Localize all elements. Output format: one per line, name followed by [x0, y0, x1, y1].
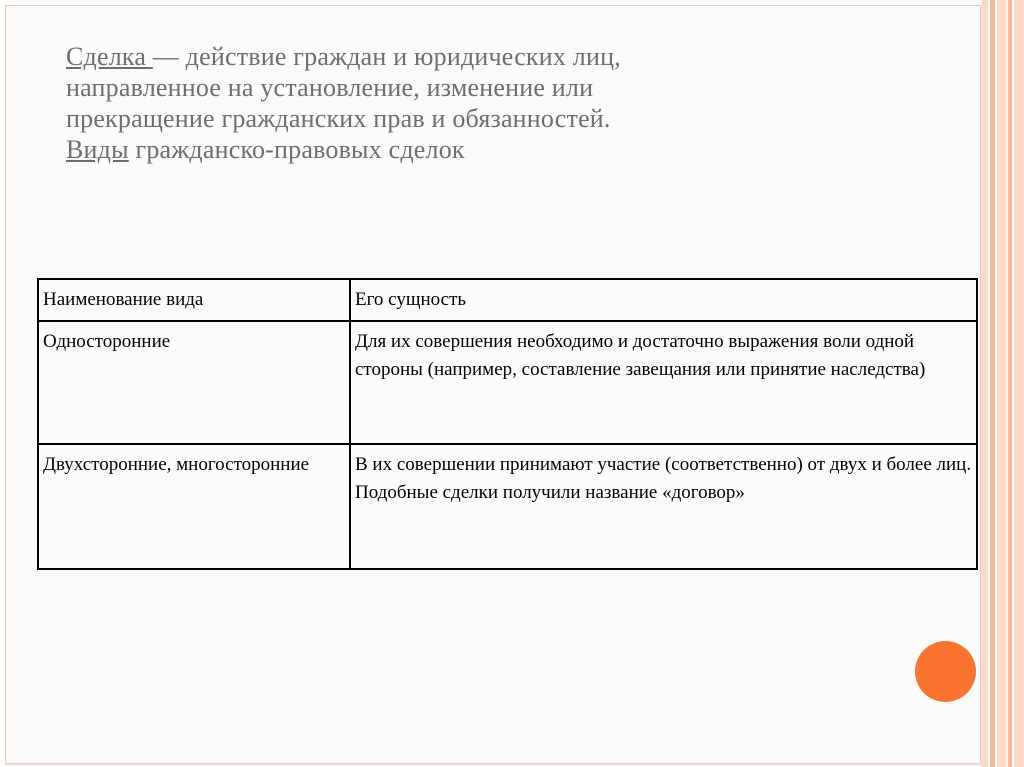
- row-name-cell: Односторонние: [38, 321, 350, 444]
- row-essence-cell: Для их совершения необходимо и достаточно выражения воли одной стороны (например, составление завещания или принятие наследства): [350, 321, 977, 444]
- header-cell-name: Наименование вида: [38, 279, 350, 321]
- header-cell-essence: Его сущность: [350, 279, 977, 321]
- table-header-row: [38, 279, 977, 321]
- row-name-cell: Двухсторонние, многосторонние: [38, 444, 350, 569]
- stripe: [982, 0, 988, 767]
- title-definition: — действие граждан и юридических лиц,: [152, 42, 621, 71]
- title-line-1: [66, 41, 946, 72]
- slide-title: [66, 41, 946, 165]
- deal-types-table: [37, 278, 978, 570]
- subtitle-term: Виды: [66, 135, 129, 164]
- title-line-2: направленное на установление, изменение или: [66, 73, 594, 102]
- table-row: [38, 321, 977, 444]
- stripe: [990, 0, 995, 767]
- table-row: [38, 444, 977, 569]
- title-line-4: [66, 134, 946, 165]
- decorative-stripes: [982, 0, 1024, 767]
- title-line-3: прекращение гражданских прав и обязанностей.: [66, 104, 611, 133]
- row-essence-cell: В их совершении принимают участие (соответственно) от двух и более лиц. Подобные сделки получили название «договор»: [350, 444, 977, 569]
- stripe: [997, 0, 1006, 767]
- subtitle-rest: гражданско-правовых сделок: [128, 135, 465, 164]
- title-term: Сделка: [66, 42, 153, 71]
- stripe: [1008, 0, 1012, 767]
- stripe: [1014, 0, 1024, 767]
- accent-circle: [915, 641, 976, 702]
